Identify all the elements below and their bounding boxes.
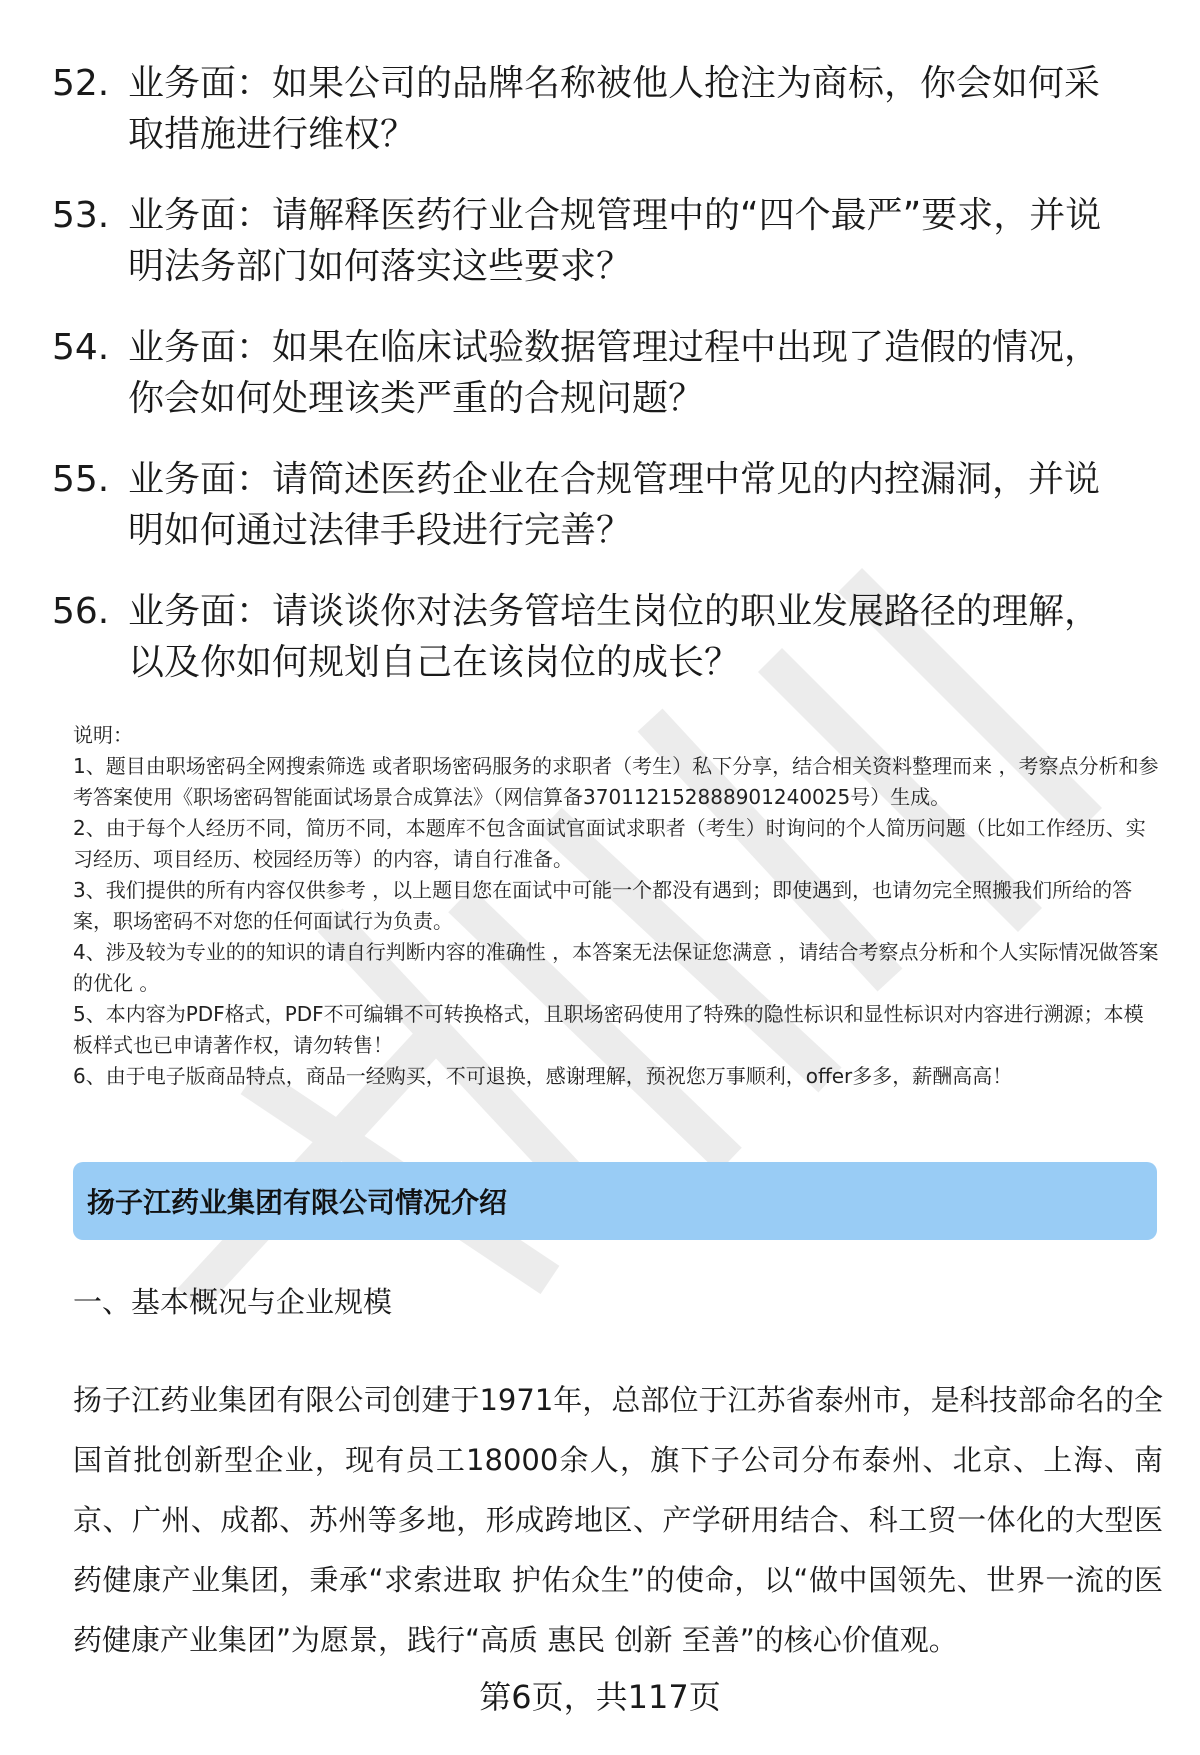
question-text: 业务面：如果在临床试验数据管理过程中出现了造假的情况，你会如何处理该类严重的合规问题？ (128, 327, 1101, 419)
list-item (52, 190, 1152, 292)
section-title: 扬子江药业集团有限公司情况介绍 (87, 1186, 508, 1219)
section-body: 扬子江药业集团有限公司创建于1971年，总部位于江苏省泰州市，是科技部命名的全国首批创新型企业，现有员工18000余人，旗下子公司分布泰州、北京、上海、南京、广州、成都、苏州等多地，形成跨地区、产学研用结合、科工贸一体化的大型医药健康产业集团，秉承“求索进取 护佑众生”的使命，以“做中国领先、世界一流的医药健康产业集团”为愿景，践行“高质 惠民 创新 至善”的核心价值观。 (73, 1383, 1163, 1657)
question-number: 54. (52, 327, 110, 368)
question-number: 52. (52, 63, 110, 104)
section-subheading: 一、基本概况与企业规模 (73, 1285, 393, 1319)
note-item: 5、本内容为PDF格式，PDF不可编辑不可转换格式，且职场密码使用了特殊的隐性标识和显性标识对内容进行溯源；本模板样式也已申请著作权，请勿转售！ (73, 1002, 1144, 1057)
question-text: 业务面：请解释医药行业合规管理中的“四个最严”要求，并说明法务部门如何落实这些要求？ (128, 195, 1102, 287)
list-item (52, 58, 1152, 160)
list-item (52, 322, 1152, 424)
list-item (52, 454, 1152, 556)
notes-block (73, 720, 1163, 1092)
question-text: 业务面：请谈谈你对法务管培生岗位的职业发展路径的理解，以及你如何规划自己在该岗位的成长？ (128, 591, 1101, 683)
notes-heading: 说明： (73, 723, 133, 747)
question-list (52, 58, 1152, 718)
note-item: 3、我们提供的所有内容仅供参考 ，以上题目您在面试中可能一个都没有遇到；即使遇到，也请勿完全照搬我们所给的答案，职场密码不对您的任何面试行为负责。 (73, 878, 1133, 933)
question-text: 业务面：请简述医药企业在合规管理中常见的内控漏洞，并说明如何通过法律手段进行完善？ (128, 459, 1101, 551)
note-item: 1、题目由职场密码全网搜索筛选 或者职场密码服务的求职者（考生）私下分享，结合相关资料整理而来 ，考察点分析和参考答案使用《职场密码智能面试场景合成算法》（网信算备37011215288890124002​5号）生成。 (73, 754, 1159, 809)
note-item: 2、由于每个人经历不同，简历不同，本题库不包含面试官面试求职者（考生）时询问的个人简历问题（比如工作经历、实习经历、项目经历、校园经历等）的内容，请自行准备。 (73, 816, 1146, 871)
page-footer: 第6页，共117页 (479, 1678, 721, 1716)
note-item: 4、涉及较为专业的的知识的请自行判断内容的准确性 ，本答案无法保证您满意 ，请结合考察点分析和个人实际情况做答案的优化 。 (73, 940, 1159, 995)
list-item (52, 586, 1152, 688)
question-number: 55. (52, 459, 110, 500)
section-banner (73, 1162, 1157, 1240)
note-item: 6、由于电子版商品特点，商品一经购买，不可退换，感谢理解，预祝您万事顺利，offer多多，薪酬高高！ (73, 1064, 1013, 1088)
question-number: 56. (52, 591, 110, 632)
question-number: 53. (52, 195, 110, 236)
question-text: 业务面：如果公司的品牌名称被他人抢注为商标，你会如何采取措施进行维权？ (128, 63, 1101, 155)
